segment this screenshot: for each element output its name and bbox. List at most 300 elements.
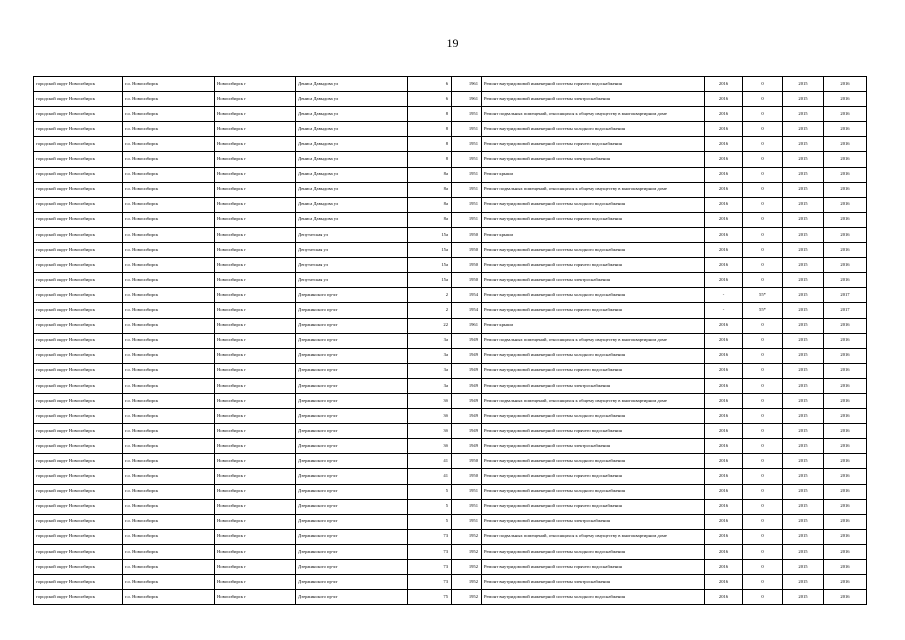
city-cell: Новосибирск г (215, 514, 296, 529)
plan-year-cell: 2016 (705, 499, 743, 514)
value-cell: 0 (743, 590, 783, 605)
municipality-cell: городской округ Новосибирск (34, 107, 123, 122)
municipality-cell: городской округ Новосибирск (34, 318, 123, 333)
value-cell: 0 (743, 92, 783, 107)
plan-year-cell: 2016 (705, 454, 743, 469)
work-type-cell: Ремонт внутридомовой инженерной системы холодного водоснабжения (482, 197, 705, 212)
start-year-cell: 2015 (783, 243, 824, 258)
start-year-cell: 2015 (783, 424, 824, 439)
table-row (34, 303, 867, 318)
start-year-cell: 2015 (783, 454, 824, 469)
start-year-cell: 2015 (783, 363, 824, 378)
street-cell: Дзержинского пр-кт (296, 348, 408, 363)
house-number-cell: 8а (408, 182, 452, 197)
value-cell: 0 (743, 393, 783, 408)
street-cell: Дзержинского пр-кт (296, 590, 408, 605)
city-cell: Новосибирск г (215, 499, 296, 514)
street-cell: Дзержинского пр-кт (296, 424, 408, 439)
plan-year-cell: 2016 (705, 484, 743, 499)
build-year-cell: 1950 (452, 243, 482, 258)
end-year-cell: 2016 (824, 544, 867, 559)
end-year-cell: 2016 (824, 514, 867, 529)
build-year-cell: 1952 (452, 529, 482, 544)
start-year-cell: 2015 (783, 393, 824, 408)
end-year-cell: 2016 (824, 499, 867, 514)
city-cell: Новосибирск г (215, 167, 296, 182)
start-year-cell: 2015 (783, 333, 824, 348)
municipality-cell: городской округ Новосибирск (34, 212, 123, 227)
work-type-cell: Ремонт внутридомовой инженерной системы горячего водоснабжения (482, 258, 705, 273)
municipality-cell: городской округ Новосибирск (34, 590, 123, 605)
value-cell: 0 (743, 469, 783, 484)
district-cell: г.о. Новосибирск (123, 393, 215, 408)
end-year-cell: 2016 (824, 454, 867, 469)
start-year-cell: 2015 (783, 288, 824, 303)
district-cell: г.о. Новосибирск (123, 499, 215, 514)
city-cell: Новосибирск г (215, 107, 296, 122)
build-year-cell: 1951 (452, 212, 482, 227)
house-number-cell: 22 (408, 318, 452, 333)
street-cell: Дениса Давыдова ул (296, 77, 408, 92)
table-row (34, 560, 867, 575)
work-type-cell: Ремонт внутридомовой инженерной системы горячего водоснабжения (482, 363, 705, 378)
value-cell: 0 (743, 439, 783, 454)
build-year-cell: 1951 (452, 167, 482, 182)
municipality-cell: городской округ Новосибирск (34, 243, 123, 258)
table-row (34, 393, 867, 408)
street-cell: Дзержинского пр-кт (296, 575, 408, 590)
work-type-cell: Ремонт внутридомовой инженерной системы холодного водоснабжения (482, 409, 705, 424)
table-row (34, 167, 867, 182)
build-year-cell: 1952 (452, 590, 482, 605)
value-cell: 0 (743, 529, 783, 544)
street-cell: Дениса Давыдова ул (296, 152, 408, 167)
build-year-cell: 1952 (452, 575, 482, 590)
municipality-cell: городской округ Новосибирск (34, 454, 123, 469)
house-number-cell: 15а (408, 243, 452, 258)
build-year-cell: 1961 (452, 318, 482, 333)
district-cell: г.о. Новосибирск (123, 409, 215, 424)
plan-year-cell: 2016 (705, 424, 743, 439)
build-year-cell: 1949 (452, 348, 482, 363)
street-cell: Дзержинского пр-кт (296, 439, 408, 454)
house-number-cell: 15а (408, 273, 452, 288)
street-cell: Дениса Давыдова ул (296, 212, 408, 227)
street-cell: Дзержинского пр-кт (296, 409, 408, 424)
city-cell: Новосибирск г (215, 212, 296, 227)
table-row (34, 318, 867, 333)
end-year-cell: 2016 (824, 393, 867, 408)
plan-year-cell: 2016 (705, 227, 743, 242)
end-year-cell: 2016 (824, 348, 867, 363)
district-cell: г.о. Новосибирск (123, 212, 215, 227)
start-year-cell: 2015 (783, 529, 824, 544)
district-cell: г.о. Новосибирск (123, 514, 215, 529)
build-year-cell: 1951 (452, 514, 482, 529)
end-year-cell: 2016 (824, 197, 867, 212)
end-year-cell: 2016 (824, 439, 867, 454)
value-cell: 0 (743, 197, 783, 212)
value-cell: 0 (743, 182, 783, 197)
plan-year-cell: 2016 (705, 544, 743, 559)
value-cell: 0 (743, 137, 783, 152)
city-cell: Новосибирск г (215, 590, 296, 605)
build-year-cell: 1954 (452, 303, 482, 318)
street-cell: Дзержинского пр-кт (296, 363, 408, 378)
plan-year-cell: 2016 (705, 560, 743, 575)
city-cell: Новосибирск г (215, 439, 296, 454)
district-cell: г.о. Новосибирск (123, 484, 215, 499)
end-year-cell: 2016 (824, 258, 867, 273)
city-cell: Новосибирск г (215, 227, 296, 242)
table-row (34, 544, 867, 559)
district-cell: г.о. Новосибирск (123, 318, 215, 333)
start-year-cell: 2015 (783, 514, 824, 529)
municipality-cell: городской округ Новосибирск (34, 378, 123, 393)
build-year-cell: 1961 (452, 92, 482, 107)
build-year-cell: 1949 (452, 378, 482, 393)
plan-year-cell: 2016 (705, 318, 743, 333)
municipality-cell: городской округ Новосибирск (34, 182, 123, 197)
value-cell: 0 (743, 243, 783, 258)
value-cell: 0 (743, 484, 783, 499)
house-number-cell: 5 (408, 484, 452, 499)
value-cell: 0 (743, 514, 783, 529)
end-year-cell: 2016 (824, 243, 867, 258)
value-cell: 0 (743, 454, 783, 469)
build-year-cell: 1952 (452, 544, 482, 559)
plan-year-cell: 2016 (705, 514, 743, 529)
municipality-cell: городской округ Новосибирск (34, 409, 123, 424)
district-cell: г.о. Новосибирск (123, 378, 215, 393)
build-year-cell: 1949 (452, 393, 482, 408)
district-cell: г.о. Новосибирск (123, 333, 215, 348)
build-year-cell: 1951 (452, 182, 482, 197)
street-cell: Дениса Давыдова ул (296, 92, 408, 107)
street-cell: Дениса Давыдова ул (296, 167, 408, 182)
value-cell: 0 (743, 409, 783, 424)
value-cell: 0 (743, 167, 783, 182)
district-cell: г.о. Новосибирск (123, 137, 215, 152)
city-cell: Новосибирск г (215, 243, 296, 258)
work-type-cell: Ремонт внутридомовой инженерной системы электроснабжения (482, 152, 705, 167)
city-cell: Новосибирск г (215, 92, 296, 107)
start-year-cell: 2015 (783, 439, 824, 454)
street-cell: Депутатская ул (296, 227, 408, 242)
plan-year-cell: 2016 (705, 167, 743, 182)
start-year-cell: 2015 (783, 409, 824, 424)
plan-year-cell: 2016 (705, 333, 743, 348)
start-year-cell: 2015 (783, 212, 824, 227)
plan-year-cell: 2016 (705, 182, 743, 197)
end-year-cell: 2016 (824, 424, 867, 439)
municipality-cell: городской округ Новосибирск (34, 92, 123, 107)
build-year-cell: 1952 (452, 560, 482, 575)
street-cell: Депутатская ул (296, 258, 408, 273)
table-row (34, 288, 867, 303)
house-number-cell: 8а (408, 212, 452, 227)
house-number-cell: 8а (408, 197, 452, 212)
municipality-cell: городской округ Новосибирск (34, 575, 123, 590)
district-cell: г.о. Новосибирск (123, 273, 215, 288)
end-year-cell: 2016 (824, 378, 867, 393)
municipality-cell: городской округ Новосибирск (34, 469, 123, 484)
plan-year-cell: 2016 (705, 212, 743, 227)
city-cell: Новосибирск г (215, 529, 296, 544)
plan-year-cell: - (705, 288, 743, 303)
house-number-cell: 15а (408, 227, 452, 242)
house-number-cell: 73 (408, 529, 452, 544)
value-cell: 0 (743, 544, 783, 559)
work-type-cell: Ремонт внутридомовой инженерной системы горячего водоснабжения (482, 303, 705, 318)
street-cell: Дзержинского пр-кт (296, 333, 408, 348)
district-cell: г.о. Новосибирск (123, 560, 215, 575)
municipality-cell: городской округ Новосибирск (34, 288, 123, 303)
value-cell: 0 (743, 77, 783, 92)
house-number-cell: 3а (408, 348, 452, 363)
house-number-cell: 3б (408, 409, 452, 424)
municipality-cell: городской округ Новосибирск (34, 152, 123, 167)
plan-year-cell: 2016 (705, 529, 743, 544)
table-row (34, 363, 867, 378)
city-cell: Новосибирск г (215, 409, 296, 424)
plan-year-cell: 2016 (705, 439, 743, 454)
plan-year-cell: 2016 (705, 348, 743, 363)
plan-year-cell: 2016 (705, 152, 743, 167)
street-cell: Дениса Давыдова ул (296, 137, 408, 152)
district-cell: г.о. Новосибирск (123, 122, 215, 137)
end-year-cell: 2016 (824, 484, 867, 499)
plan-year-cell: - (705, 303, 743, 318)
district-cell: г.о. Новосибирск (123, 288, 215, 303)
district-cell: г.о. Новосибирск (123, 258, 215, 273)
city-cell: Новосибирск г (215, 560, 296, 575)
district-cell: г.о. Новосибирск (123, 575, 215, 590)
table-row (34, 378, 867, 393)
street-cell: Дзержинского пр-кт (296, 499, 408, 514)
city-cell: Новосибирск г (215, 454, 296, 469)
house-number-cell: 3а (408, 363, 452, 378)
build-year-cell: 1961 (452, 77, 482, 92)
table-row (34, 409, 867, 424)
district-cell: г.о. Новосибирск (123, 590, 215, 605)
plan-year-cell: 2016 (705, 273, 743, 288)
value-cell: 0 (743, 227, 783, 242)
work-type-cell: Ремонт подвальных помещений, относящихся к общему имуществу в многоквартирном доме (482, 107, 705, 122)
table-row (34, 77, 867, 92)
street-cell: Дзержинского пр-кт (296, 529, 408, 544)
municipality-cell: городской округ Новосибирск (34, 258, 123, 273)
start-year-cell: 2015 (783, 575, 824, 590)
page-number: 19 (446, 36, 459, 50)
end-year-cell: 2016 (824, 575, 867, 590)
work-type-cell: Ремонт подвальных помещений, относящихся к общему имуществу в многоквартирном доме (482, 393, 705, 408)
district-cell: г.о. Новосибирск (123, 529, 215, 544)
plan-year-cell: 2016 (705, 197, 743, 212)
capital-repair-table (33, 76, 867, 605)
work-type-cell: Ремонт внутридомовой инженерной системы холодного водоснабжения (482, 348, 705, 363)
district-cell: г.о. Новосибирск (123, 243, 215, 258)
table-row (34, 212, 867, 227)
district-cell: г.о. Новосибирск (123, 197, 215, 212)
end-year-cell: 2016 (824, 409, 867, 424)
district-cell: г.о. Новосибирск (123, 167, 215, 182)
value-cell: 0 (743, 273, 783, 288)
work-type-cell: Ремонт внутридомовой инженерной системы горячего водоснабжения (482, 77, 705, 92)
work-type-cell: Ремонт внутридомовой инженерной системы электроснабжения (482, 439, 705, 454)
municipality-cell: городской округ Новосибирск (34, 227, 123, 242)
build-year-cell: 1950 (452, 454, 482, 469)
work-type-cell: Ремонт крыши (482, 167, 705, 182)
build-year-cell: 1951 (452, 197, 482, 212)
table-row (34, 454, 867, 469)
street-cell: Дзержинского пр-кт (296, 303, 408, 318)
build-year-cell: 1951 (452, 137, 482, 152)
district-cell: г.о. Новосибирск (123, 454, 215, 469)
house-number-cell: 8 (408, 122, 452, 137)
district-cell: г.о. Новосибирск (123, 439, 215, 454)
city-cell: Новосибирск г (215, 303, 296, 318)
work-type-cell: Ремонт внутридомовой инженерной системы горячего водоснабжения (482, 469, 705, 484)
table-row (34, 439, 867, 454)
work-type-cell: Ремонт внутридомовой инженерной системы электроснабжения (482, 273, 705, 288)
house-number-cell: 2 (408, 288, 452, 303)
end-year-cell: 2016 (824, 363, 867, 378)
end-year-cell: 2017 (824, 288, 867, 303)
municipality-cell: городской округ Новосибирск (34, 273, 123, 288)
plan-year-cell: 2016 (705, 378, 743, 393)
plan-year-cell: 2016 (705, 137, 743, 152)
city-cell: Новосибирск г (215, 393, 296, 408)
start-year-cell: 2015 (783, 137, 824, 152)
end-year-cell: 2016 (824, 333, 867, 348)
work-type-cell: Ремонт внутридомовой инженерной системы холодного водоснабжения (482, 590, 705, 605)
street-cell: Дзержинского пр-кт (296, 454, 408, 469)
work-type-cell: Ремонт внутридомовой инженерной системы горячего водоснабжения (482, 560, 705, 575)
start-year-cell: 2015 (783, 499, 824, 514)
end-year-cell: 2016 (824, 137, 867, 152)
municipality-cell: городской округ Новосибирск (34, 514, 123, 529)
work-type-cell: Ремонт внутридомовой инженерной системы горячего водоснабжения (482, 424, 705, 439)
start-year-cell: 2015 (783, 378, 824, 393)
house-number-cell: 5 (408, 499, 452, 514)
work-type-cell: Ремонт внутридомовой инженерной системы холодного водоснабжения (482, 484, 705, 499)
start-year-cell: 2015 (783, 469, 824, 484)
value-cell: 0 (743, 212, 783, 227)
table-row (34, 529, 867, 544)
table-row (34, 243, 867, 258)
street-cell: Дзержинского пр-кт (296, 469, 408, 484)
table-body (34, 77, 867, 605)
start-year-cell: 2015 (783, 484, 824, 499)
district-cell: г.о. Новосибирск (123, 152, 215, 167)
work-type-cell: Ремонт внутридомовой инженерной системы горячего водоснабжения (482, 212, 705, 227)
value-cell: 0 (743, 560, 783, 575)
district-cell: г.о. Новосибирск (123, 348, 215, 363)
table-row (34, 197, 867, 212)
table-row (34, 424, 867, 439)
start-year-cell: 2015 (783, 318, 824, 333)
work-type-cell: Ремонт подвальных помещений, относящихся к общему имуществу в многоквартирном доме (482, 529, 705, 544)
district-cell: г.о. Новосибирск (123, 363, 215, 378)
table-row (34, 348, 867, 363)
value-cell: 55* (743, 288, 783, 303)
municipality-cell: городской округ Новосибирск (34, 197, 123, 212)
start-year-cell: 2015 (783, 303, 824, 318)
municipality-cell: городской округ Новосибирск (34, 393, 123, 408)
build-year-cell: 1950 (452, 469, 482, 484)
table-row (34, 499, 867, 514)
house-number-cell: 6 (408, 92, 452, 107)
build-year-cell: 1951 (452, 484, 482, 499)
municipality-cell: городской округ Новосибирск (34, 167, 123, 182)
house-number-cell: 41 (408, 454, 452, 469)
build-year-cell: 1949 (452, 424, 482, 439)
table-row (34, 484, 867, 499)
plan-year-cell: 2016 (705, 77, 743, 92)
city-cell: Новосибирск г (215, 469, 296, 484)
end-year-cell: 2016 (824, 212, 867, 227)
municipality-cell: городской округ Новосибирск (34, 122, 123, 137)
street-cell: Депутатская ул (296, 243, 408, 258)
start-year-cell: 2015 (783, 590, 824, 605)
work-type-cell: Ремонт внутридомовой инженерной системы холодного водоснабжения (482, 454, 705, 469)
start-year-cell: 2015 (783, 273, 824, 288)
start-year-cell: 2015 (783, 107, 824, 122)
municipality-cell: городской округ Новосибирск (34, 529, 123, 544)
district-cell: г.о. Новосибирск (123, 469, 215, 484)
municipality-cell: городской округ Новосибирск (34, 424, 123, 439)
plan-year-cell: 2016 (705, 258, 743, 273)
city-cell: Новосибирск г (215, 575, 296, 590)
build-year-cell: 1949 (452, 409, 482, 424)
build-year-cell: 1951 (452, 152, 482, 167)
table-row (34, 469, 867, 484)
district-cell: г.о. Новосибирск (123, 92, 215, 107)
end-year-cell: 2016 (824, 560, 867, 575)
table-row (34, 227, 867, 242)
value-cell: 0 (743, 107, 783, 122)
end-year-cell: 2016 (824, 167, 867, 182)
end-year-cell: 2016 (824, 107, 867, 122)
end-year-cell: 2016 (824, 529, 867, 544)
value-cell: 0 (743, 348, 783, 363)
house-number-cell: 15а (408, 258, 452, 273)
build-year-cell: 1949 (452, 363, 482, 378)
value-cell: 0 (743, 575, 783, 590)
municipality-cell: городской округ Новосибирск (34, 77, 123, 92)
table-row (34, 258, 867, 273)
end-year-cell: 2016 (824, 92, 867, 107)
plan-year-cell: 2016 (705, 122, 743, 137)
start-year-cell: 2015 (783, 182, 824, 197)
street-cell: Дзержинского пр-кт (296, 514, 408, 529)
work-type-cell: Ремонт внутридомовой инженерной системы холодного водоснабжения (482, 243, 705, 258)
table-row (34, 122, 867, 137)
build-year-cell: 1951 (452, 499, 482, 514)
work-type-cell: Ремонт подвальных помещений, относящихся к общему имуществу в многоквартирном доме (482, 182, 705, 197)
build-year-cell: 1950 (452, 227, 482, 242)
district-cell: г.о. Новосибирск (123, 424, 215, 439)
street-cell: Дзержинского пр-кт (296, 484, 408, 499)
house-number-cell: 8 (408, 107, 452, 122)
city-cell: Новосибирск г (215, 363, 296, 378)
table-row (34, 514, 867, 529)
street-cell: Дзержинского пр-кт (296, 560, 408, 575)
end-year-cell: 2016 (824, 273, 867, 288)
house-number-cell: 8 (408, 137, 452, 152)
end-year-cell: 2016 (824, 152, 867, 167)
